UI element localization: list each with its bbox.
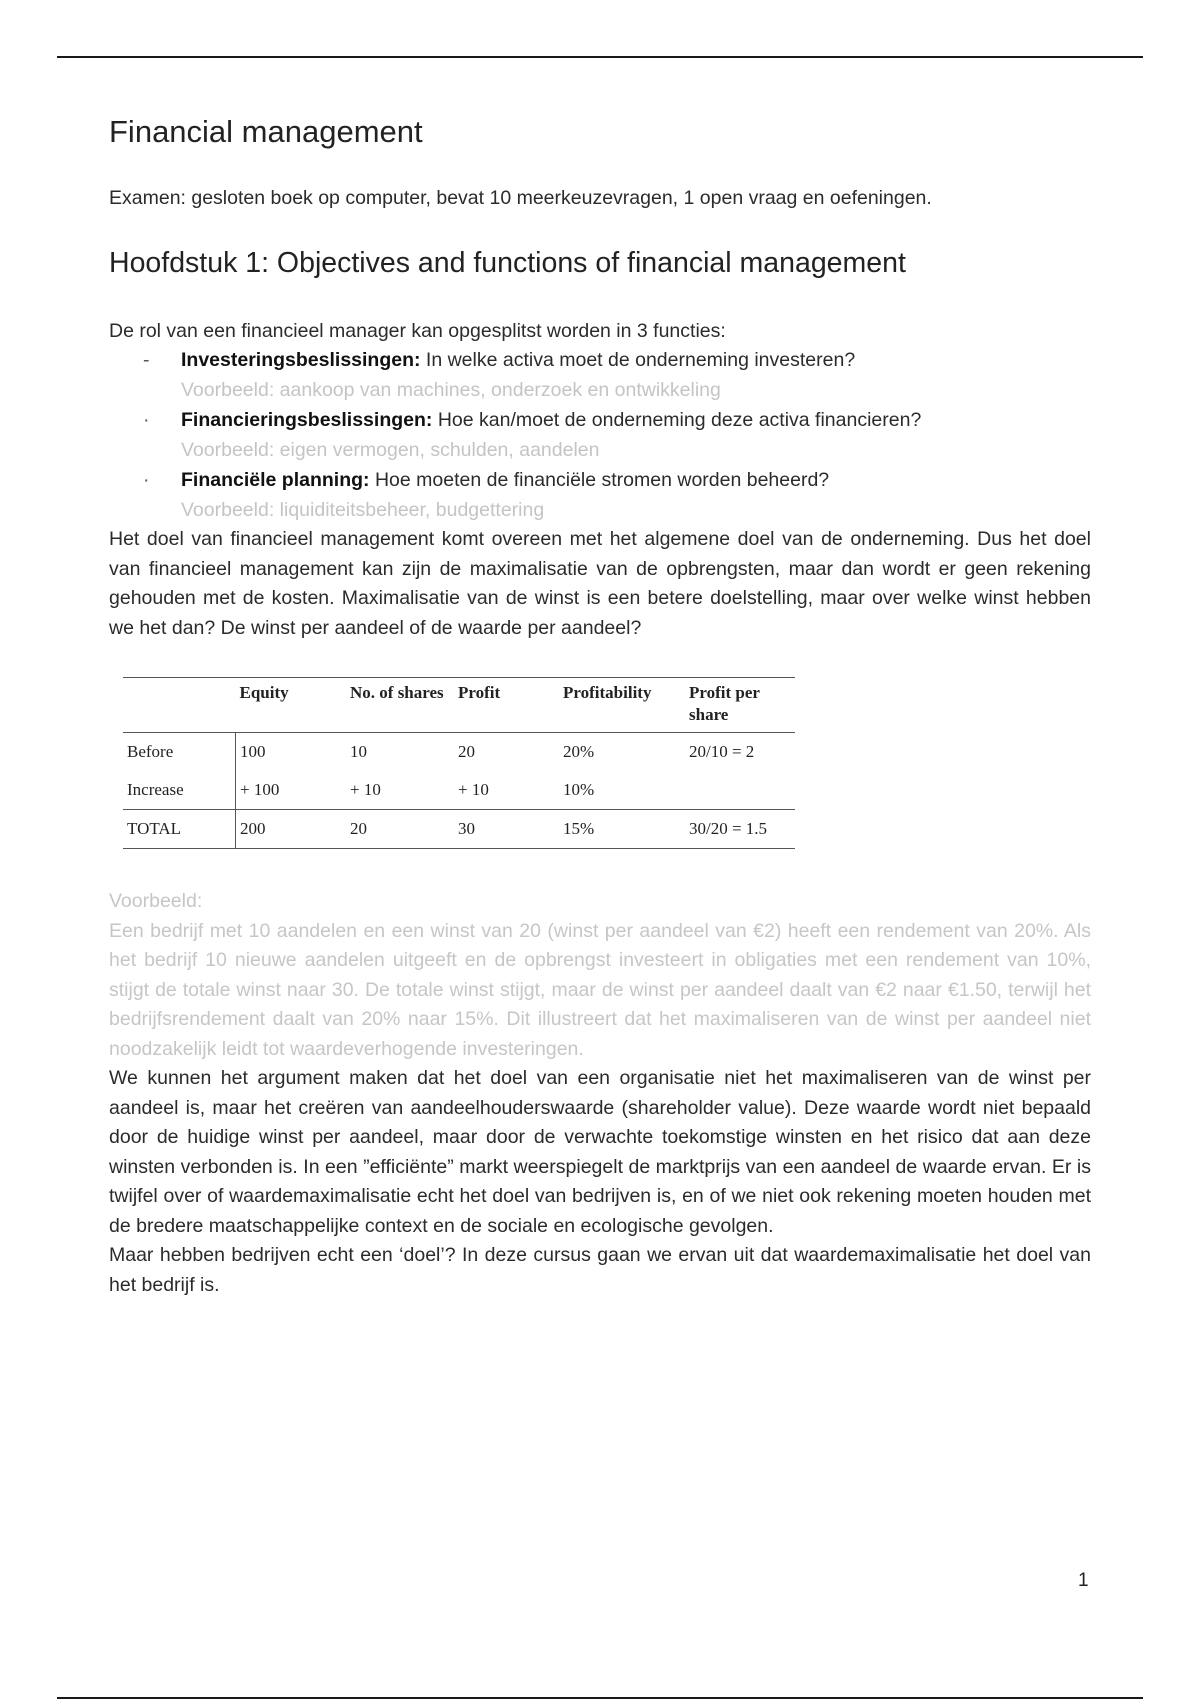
table-cell: Before [127, 742, 174, 761]
table-cell: 30 [454, 810, 559, 849]
purpose-paragraph: Maar hebben bedrijven echt een ‘doel’? In deze cursus gaan we ervan uit dat waardemaximalisatie het doel van het bedrijf is. [109, 1244, 1091, 1296]
function-example: Voorbeeld: eigen vermogen, schulden, aandelen [181, 439, 600, 461]
table-cell: TOTAL [123, 810, 236, 849]
bullet-marker: - [143, 349, 150, 371]
table-header-row [123, 678, 795, 733]
table-cell [685, 771, 795, 810]
function-item-investment [109, 345, 1091, 405]
table-cell: 200 [236, 810, 347, 849]
value-paragraph: We kunnen het argument maken dat het doel van een organisatie niet het maximaliseren van de winst per aandeel is, maar het creëren van aandeelhouderswaarde (shareholder value). Deze waarde wordt niet bepaald door de huidige winst per aandeel, maar door de verwachte toekomstige winsten en het risico dat aan deze winsten verbonden is. In een ”efficiënte” markt weerspiegelt de marktprijs van een aandeel de waarde ervan. Er is twijfel over of waardemaximalisatie echt het doel van bedrijven is, en of we niet ook rekening moeten houden met de bredere maatschappelijke context en de sociale en ecologische gevolgen. [109, 1067, 1091, 1237]
table-header-cell: No. of shares [346, 678, 454, 733]
table-header-cell [123, 678, 236, 733]
function-item-financing [109, 405, 1091, 465]
function-lead: Financieringsbeslissingen: [181, 409, 433, 431]
table-row [123, 771, 795, 810]
bullet-marker: · [143, 469, 150, 491]
table-cell: 20 [346, 810, 454, 849]
footer-rule [57, 1697, 1143, 1699]
table-header-cell: Profit per share [685, 678, 795, 733]
table-row [123, 733, 795, 772]
functions-list [109, 345, 1091, 525]
example-block [109, 887, 1091, 1064]
example-label: Voorbeeld: [109, 890, 203, 912]
chapter-heading: Hoofdstuk 1: Objectives and functions of financial management [109, 247, 906, 279]
table-cell: 100 [236, 733, 347, 772]
table-cell: 10% [563, 780, 595, 799]
profit-table [123, 677, 795, 849]
exam-note: Examen: gesloten boek op computer, bevat 10 meerkeuzevragen, 1 open vraag en oefeningen. [109, 187, 932, 209]
function-text: Hoe moeten de financiële stromen worden beheerd? [369, 469, 830, 491]
document-title: Financial management [109, 114, 423, 149]
function-item-planning [109, 465, 1091, 525]
function-example: Voorbeeld: liquiditeitsbeheer, budgettering [181, 499, 545, 521]
header-rule [57, 56, 1143, 58]
example-text: Een bedrijf met 10 aandelen en een winst van 20 (winst per aandeel van €2) heeft een rendement van 20%. Als het bedrijf 10 nieuwe aandelen uitgeeft en de opbrengst investeert in obligaties met een rendement van 10%, stijgt de totale winst naar 30. De totale winst stijgt, maar de winst per aandeel daalt van €2 naar €1.50, terwijl het bedrijfsrendement daalt van 20% naar 15%. Dit illustreert dat het maximaliseren van de winst per aandeel niet noodzakelijk leidt tot waardeverhogende investeringen. [109, 919, 1091, 1060]
table-cell: 20/10 = 2 [689, 742, 755, 761]
function-example: Voorbeeld: aankoop van machines, onderzoek en ontwikkeling [181, 379, 721, 401]
table-cell: + 10 [350, 780, 381, 799]
functions-intro: De rol van een financieel manager kan opgesplitst worden in 3 functies: [109, 320, 726, 342]
page-number: 1 [1078, 1570, 1089, 1591]
function-lead: Investeringsbeslissingen: [181, 349, 421, 371]
table-cell: 30/20 = 1.5 [685, 810, 795, 849]
table-cell: + 100 [236, 771, 347, 810]
function-text: Hoe kan/moet de onderneming deze activa financieren? [432, 409, 922, 431]
table-cell: Increase [127, 780, 184, 799]
table-header-cell: Profit [454, 678, 559, 733]
table-header-cell: Equity [236, 678, 347, 733]
table-cell: + 10 [458, 780, 489, 799]
function-lead: Financiële planning: [181, 469, 370, 491]
table-row [123, 810, 795, 849]
table-cell: 10 [350, 742, 367, 761]
table-cell: 20% [563, 742, 595, 761]
table-cell: 15% [559, 810, 685, 849]
page-content [109, 110, 1091, 1300]
function-text: In welke activa moet de onderneming investeren? [420, 349, 856, 371]
bullet-marker: · [143, 409, 150, 431]
goal-paragraph: Het doel van financieel management komt overeen met het algemene doel van de onderneming. Dus het doel van financieel management kan zijn de maximalisatie van de opbrengsten, maar dan wordt er geen rekening gehouden met de kosten. Maximalisatie van de winst is een betere doelstelling, maar over welke winst hebben we het dan? De winst per aandeel of de waarde per aandeel? [109, 528, 1091, 639]
table-header-cell: Profitability [559, 678, 685, 733]
table-cell: 20 [458, 742, 475, 761]
